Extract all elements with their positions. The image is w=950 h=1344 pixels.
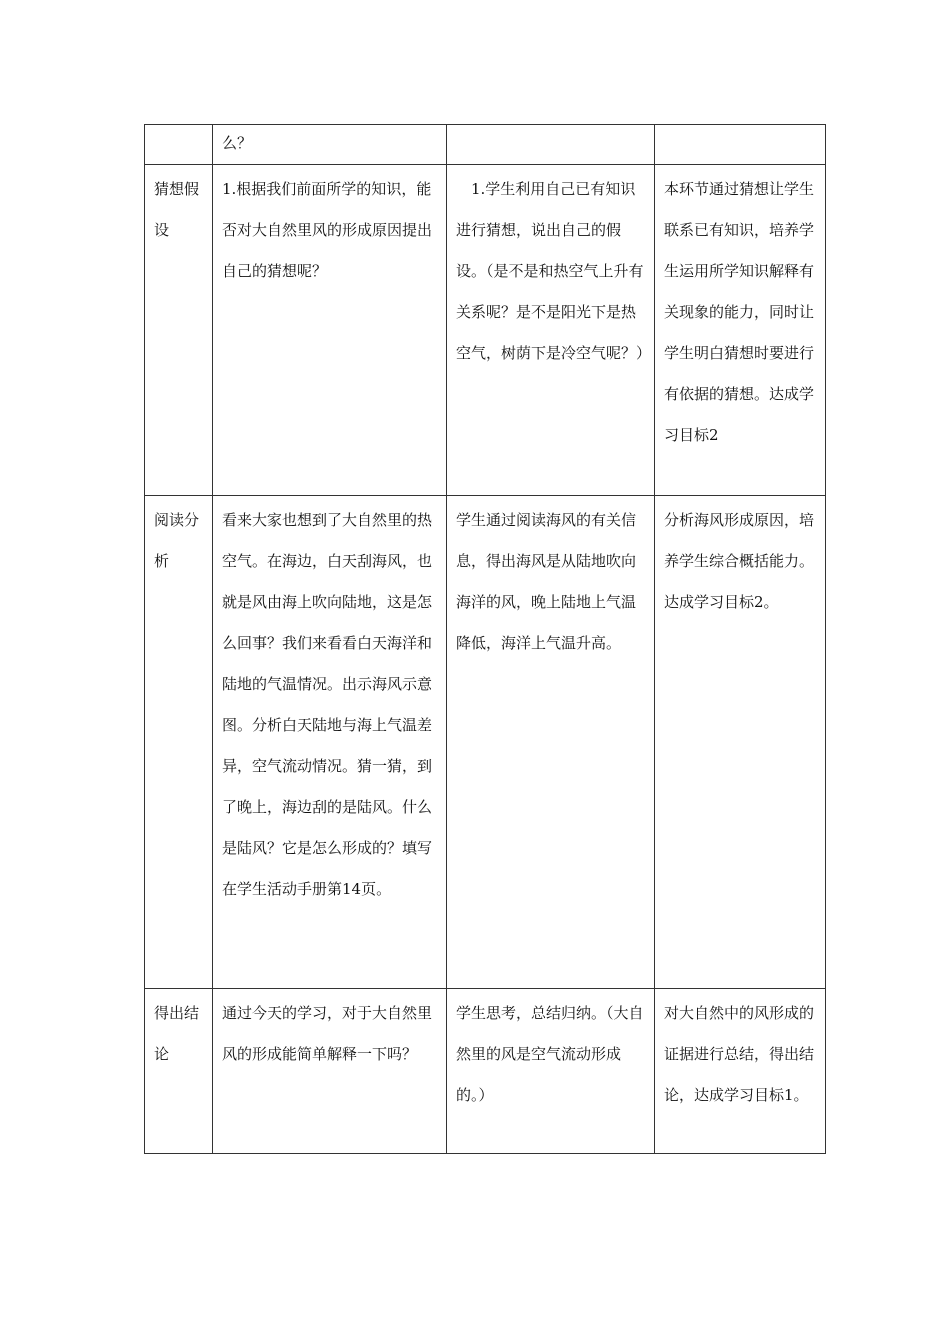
design-intent-cell: 本环节通过猜想让学生联系已有知识，培养学生运用所学知识解释有关现象的能力，同时让学生明白猜想时要进行有依据的猜想。达成学习目标2 [655,165,826,496]
table-row [145,125,826,165]
design-intent-cell: 分析海风形成原因，培养学生综合概括能力。达成学习目标2。 [655,496,826,989]
design-intent-cell [655,125,826,165]
teacher-activity-cell: 1.根据我们前面所学的知识，能否对大自然里风的形成原因提出自己的猜想呢？ [213,165,447,496]
student-activity-cell: 学生思考，总结归纳。（大自然里的风是空气流动形成的。） [447,989,655,1154]
teacher-activity-cell: 通过今天的学习，对于大自然里风的形成能简单解释一下吗？ [213,989,447,1154]
stage-cell [145,125,213,165]
student-activity-cell: 1.学生利用自己已有知识进行猜想，说出自己的假设。（是不是和热空气上升有关系呢？是不是阳光下是热空气，树荫下是冷空气呢？） [447,165,655,496]
stage-cell: 阅读分析 [145,496,213,989]
table-row [145,496,826,989]
teacher-activity-cell: 么？ [213,125,447,165]
student-activity-cell: 学生通过阅读海风的有关信息，得出海风是从陆地吹向海洋的风，晚上陆地上气温降低，海洋上气温升高。 [447,496,655,989]
table-row [145,165,826,496]
stage-cell: 得出结论 [145,989,213,1154]
student-activity-cell [447,125,655,165]
lesson-plan-table [144,124,826,1154]
table-row [145,989,826,1154]
design-intent-cell: 对大自然中的风形成的证据进行总结，得出结论，达成学习目标1。 [655,989,826,1154]
teacher-activity-cell: 看来大家也想到了大自然里的热空气。在海边，白天刮海风，也就是风由海上吹向陆地，这是怎么回事？我们来看看白天海洋和陆地的气温情况。出示海风示意图。分析白天陆地与海上气温差异，空气流动情况。猜一猜，到了晚上，海边刮的是陆风。什么是陆风？它是怎么形成的？填写在学生活动手册第14页。 [213,496,447,989]
stage-cell: 猜想假设 [145,165,213,496]
